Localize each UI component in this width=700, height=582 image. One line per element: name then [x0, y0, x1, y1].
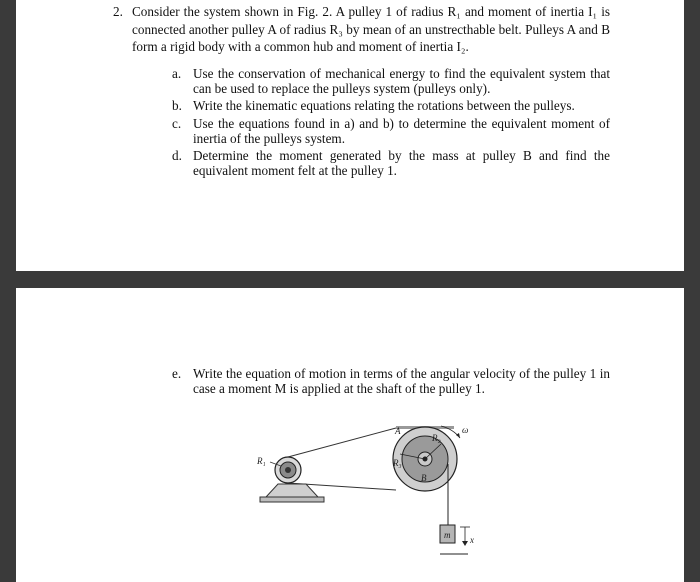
label-pulley-b: B — [421, 473, 427, 483]
sub-question-text: Write the equation of motion in terms of the angular velocity of the pulley 1 in case a moment M is applied at the shaft of the pulley 1. — [193, 366, 610, 397]
label-x: x — [470, 535, 474, 545]
sub-question-a — [172, 66, 610, 96]
pulley-1-support — [266, 484, 318, 497]
label-pulley-a: A — [395, 426, 401, 436]
sub-question-text: Use the equations found in a) and b) to determine the equivalent moment of inertia of the pulleys system. — [193, 115, 610, 146]
pulley-1-base — [260, 497, 324, 502]
question-text: Consider the system shown in Fig. 2. A pulley 1 of radius R₁ and moment of inertia I₁ is connected another pulley A of radius R₃ by mean of an unstrecthable belt. Pulleys A and B form a rigid body with a common hub and moment of inertia I₂. — [132, 4, 610, 54]
sub-question-list-1 — [172, 66, 610, 180]
document-page-1 — [16, 0, 684, 271]
sub-question-letter: c. — [172, 115, 182, 131]
x-arrowhead — [462, 541, 468, 546]
question-number: 2. — [113, 4, 123, 19]
sub-question-letter: d. — [172, 148, 182, 164]
sub-question-text: Write the kinematic equations relating the rotations between the pulleys. — [193, 98, 575, 114]
sub-question-letter: a. — [172, 66, 182, 81]
pulley-system-figure — [16, 288, 684, 582]
sub-question-letter: e. — [172, 366, 182, 381]
question-block — [113, 3, 610, 56]
sub-question-text: Use the conservation of mechanical energy to find the equivalent system that can be used to replace the pulleys system (pulleys only). — [193, 66, 610, 97]
sub-question-c — [172, 116, 610, 146]
belt-upper — [288, 428, 396, 457]
document-page-2 — [16, 288, 684, 582]
label-r2: R₂ — [432, 433, 441, 443]
label-omega: ω — [462, 425, 469, 435]
sub-question-letter: b. — [172, 98, 182, 114]
sub-question-b — [172, 98, 610, 113]
pulley-1-shaft — [285, 467, 291, 473]
label-r3: R₃ — [393, 458, 402, 468]
sub-question-text: Determine the moment generated by the mass at pulley B and find the equivalent moment felt at the pulley 1. — [193, 148, 610, 179]
label-mass: m — [444, 530, 451, 540]
sub-question-d — [172, 148, 610, 178]
label-r1: R₁ — [257, 456, 266, 466]
